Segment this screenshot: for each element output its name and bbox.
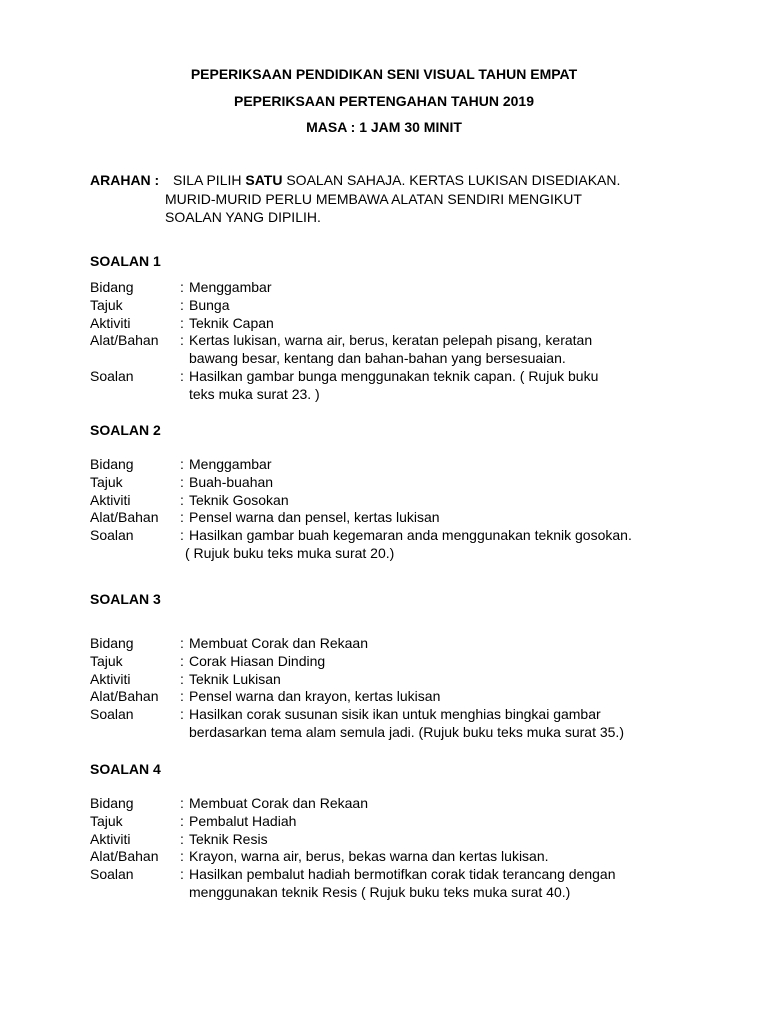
question-title: SOALAN 4 — [90, 761, 161, 777]
detail-row: Bidang : Menggambar — [90, 279, 272, 295]
detail-row: Alat/Bahan : Kertas lukisan, warna air, berus, keratan pelepah pisang, keratan bawang besar, kentang dan bahan-bahan yang bersesuaian. — [90, 332, 593, 367]
question-title: SOALAN 3 — [90, 591, 161, 607]
detail-row: Tajuk : Pembalut Hadiah — [90, 812, 297, 829]
detail-row: Soalan : Hasilkan gambar buah kegemaran anda menggunakan teknik gosokan. ( Rujuk buku teks muka surat 20.) — [90, 527, 632, 561]
instructions-line-3: SOALAN YANG DIPILIH. — [165, 209, 321, 225]
detail-row: Aktiviti : Teknik Gosokan — [90, 491, 289, 508]
question-4 — [90, 760, 710, 900]
detail-row: Alat/Bahan : Pensel warna dan krayon, kertas lukisan — [90, 688, 441, 705]
instructions-line-1: SILA PILIH SATU SOALAN SAHAJA. KERTAS LUKISAN DISEDIAKAN. — [173, 172, 621, 188]
detail-row: Soalan : Hasilkan gambar bunga menggunakan teknik capan. ( Rujuk buku teks muka surat 23. ) — [90, 367, 599, 402]
exam-duration: MASA : 1 JAM 30 MINIT — [306, 119, 462, 135]
detail-row: Soalan : Hasilkan pembalut hadiah bermotifkan corak tidak terancang dengan menggunakan teknik Resis ( Rujuk buku teks muka surat 40.) — [90, 866, 616, 900]
detail-row: Aktiviti : Teknik Resis — [90, 830, 268, 847]
instructions-line-2: MURID-MURID PERLU MEMBAWA ALATAN SENDIRI MENGIKUT — [165, 190, 582, 207]
detail-row: Aktiviti : Teknik Capan — [90, 314, 274, 331]
question-title: SOALAN 1 — [90, 253, 161, 269]
question-details — [90, 279, 710, 404]
question-details — [90, 795, 710, 902]
instructions-label: ARAHAN : — [90, 172, 160, 188]
detail-row: Tajuk : Buah-buahan — [90, 473, 274, 490]
instructions-emphasis: SATU — [245, 172, 283, 188]
detail-row: Soalan : Hasilkan corak susunan sisik ikan untuk menghias bingkai gambar berdasarkan tema alam semula jadi. (Rujuk buku teks muka surat 35.) — [90, 706, 624, 740]
detail-row: Tajuk : Corak Hiasan Dinding — [90, 652, 326, 669]
question-3 — [90, 590, 710, 740]
question-details — [90, 456, 710, 563]
question-details — [90, 635, 710, 742]
detail-row: Bidang : Membuat Corak dan Rekaan — [90, 795, 368, 811]
detail-row: Bidang : Menggambar — [90, 456, 272, 472]
question-title: SOALAN 2 — [90, 422, 161, 438]
exam-subtitle: PEPERIKSAAN PERTENGAHAN TAHUN 2019 — [233, 93, 534, 109]
detail-row: Alat/Bahan : Krayon, warna air, berus, bekas warna dan kertas lukisan. — [90, 848, 549, 865]
question-2 — [90, 421, 710, 561]
detail-row: Aktiviti : Teknik Lukisan — [90, 670, 281, 687]
question-1 — [90, 252, 710, 402]
detail-row: Tajuk : Bunga — [90, 296, 230, 313]
exam-title: PEPERIKSAAN PENDIDIKAN SENI VISUAL TAHUN EMPAT — [190, 66, 578, 82]
detail-row: Alat/Bahan : Pensel warna dan pensel, kertas lukisan — [90, 509, 440, 526]
detail-row: Bidang : Membuat Corak dan Rekaan — [90, 635, 368, 651]
